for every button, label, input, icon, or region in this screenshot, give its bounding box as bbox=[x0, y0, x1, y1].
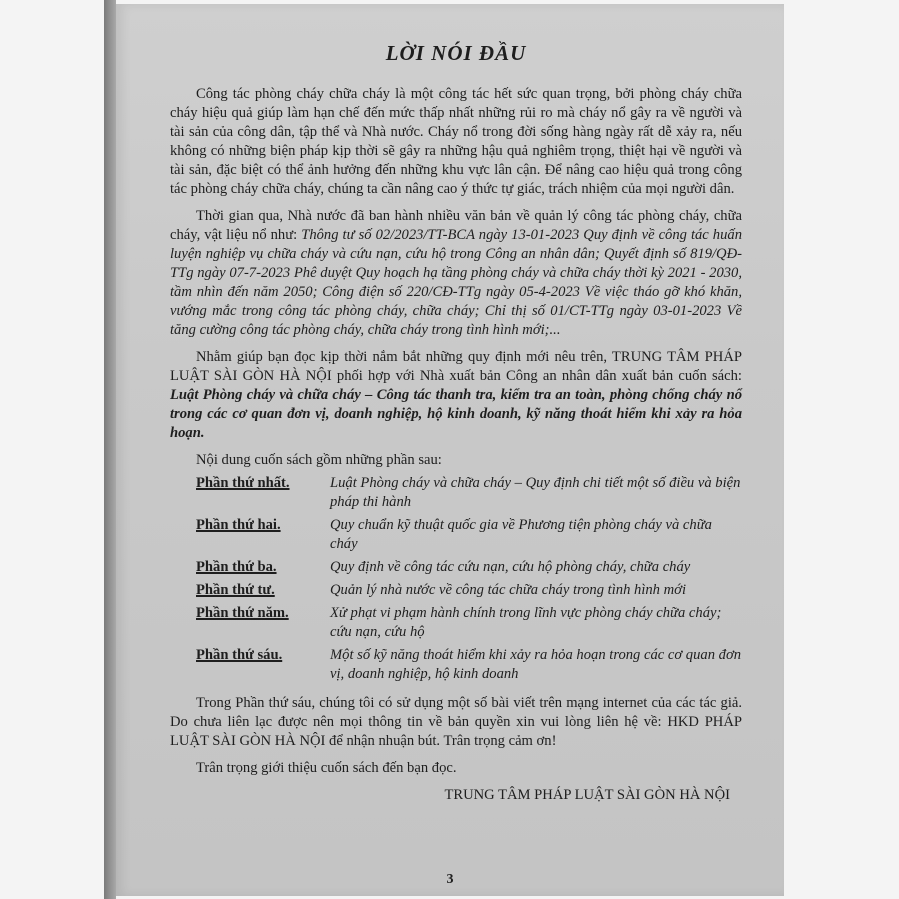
list-item bbox=[196, 646, 742, 684]
part-label: Phần thứ tư. bbox=[196, 582, 275, 598]
list-item bbox=[196, 581, 742, 600]
page-title: LỜI NÓI ĐẦU bbox=[385, 41, 527, 65]
list-item bbox=[196, 474, 742, 512]
part-description: Luật Phòng cháy và chữa cháy – Quy định chi tiết một số điều và biện pháp thi hành bbox=[330, 475, 741, 510]
book-lead: Nhằm giúp bạn đọc kịp thời nắm bắt những quy định mới nêu trên, TRUNG TÂM PHÁP LUẬT SÀI GÒN HÀ NỘI phối hợp với Nhà xuất bản Công an nhân dân xuất bản cuốn sách: bbox=[170, 349, 742, 384]
parts-list bbox=[196, 474, 742, 684]
list-item bbox=[196, 604, 742, 642]
part-description: Quy chuẩn kỹ thuật quốc gia về Phương tiện phòng cháy và chữa cháy bbox=[330, 517, 712, 552]
part-description: Quy định về công tác cứu nạn, cứu hộ phòng cháy, chữa cháy bbox=[330, 559, 691, 575]
list-item bbox=[196, 558, 742, 577]
list-item bbox=[196, 516, 742, 554]
book-spine-shadow bbox=[104, 0, 116, 899]
page-number: 3 bbox=[446, 872, 454, 887]
book-title: Luật Phòng cháy và chữa cháy – Công tác thanh tra, kiểm tra an toàn, phòng chống cháy nổ trong các cơ quan đơn vị, doanh nghiệp, hộ kinh doanh, kỹ năng thoát hiểm khi xảy ra hỏa hoạn. bbox=[170, 387, 742, 441]
parts-intro: Nội dung cuốn sách gồm những phần sau: bbox=[196, 452, 442, 468]
book-page bbox=[116, 4, 784, 896]
part-description: Một số kỹ năng thoát hiểm khi xảy ra hỏa hoạn trong các cơ quan đơn vị, doanh nghiệp, hộ kinh doanh bbox=[330, 647, 742, 682]
part-label: Phần thứ ba. bbox=[196, 559, 277, 575]
paragraph-closing: Trân trọng giới thiệu cuốn sách đến bạn đọc. bbox=[196, 760, 457, 776]
signature: TRUNG TÂM PHÁP LUẬT SÀI GÒN HÀ NỘI bbox=[444, 787, 730, 803]
part-description: Quản lý nhà nước về công tác chữa cháy trong tình hình mới bbox=[330, 582, 687, 598]
part-label: Phần thứ năm. bbox=[196, 605, 289, 621]
paragraph-copyright: Trong Phần thứ sáu, chúng tôi có sử dụng một số bài viết trên mạng internet của các tác giả. Do chưa liên lạc được nên mọi thông tin về bản quyền xin vui lòng liên hệ về: HKD PHÁP LUẬT SÀI GÒN HÀ NỘI để nhận nhuận bút. Trân trọng cảm ơn! bbox=[170, 695, 742, 749]
part-label: Phần thứ hai. bbox=[196, 517, 281, 533]
paragraph-documents bbox=[170, 207, 742, 340]
page-content bbox=[170, 41, 742, 805]
paragraph-intro: Công tác phòng cháy chữa cháy là một công tác hết sức quan trọng, bởi phòng cháy chữa cháy hiệu quả giúp làm hạn chế đến mức thấp nhất những rủi ro mà cháy nổ gây ra về người và tài sản của công dân, tập thể và Nhà nước. Cháy nổ trong đời sống hàng ngày rất dễ xảy ra, nếu không có những biện pháp kịp thời sẽ gây ra những hậu quả nghiêm trọng, thiệt hại về người và tài sản, đặc biệt có thể ảnh hưởng đến những khu vực lân cận. Để nâng cao hiệu quả trong công tác phòng cháy chữa cháy, chúng ta cần nâng cao ý thức tự giác, trách nhiệm của mọi người dân. bbox=[170, 86, 742, 197]
documents-lead: Thời gian qua, Nhà nước đã ban hành nhiều văn bản về quản lý công tác phòng cháy, chữa cháy, vật liệu nổ như: bbox=[170, 208, 742, 243]
part-description: Xử phạt vi phạm hành chính trong lĩnh vực phòng cháy chữa cháy; cứu nạn, cứu hộ bbox=[330, 605, 722, 640]
paragraph-book-title bbox=[170, 348, 742, 443]
part-label: Phần thứ nhất. bbox=[196, 475, 290, 491]
part-label: Phần thứ sáu. bbox=[196, 647, 283, 663]
documents-list: Thông tư số 02/2023/TT-BCA ngày 13-01-2023 Quy định về công tác huấn luyện nghiệp vụ chữa cháy và cứu nạn, cứu hộ trong Công an nhân dân; Quyết định số 819/QĐ-TTg ngày 07-7-2023 Phê duyệt Quy hoạch hạ tầng phòng cháy và chữa cháy thời kỳ 2021 - 2030, tầm nhìn đến năm 2050; Công điện số 220/CĐ-TTg ngày 05-4-2023 Về việc tháo gỡ khó khăn, vướng mắc trong công tác phòng cháy, chữa cháy; Chỉ thị số 01/CT-TTg ngày 03-01-2023 Về tăng cường công tác phòng cháy, chữa cháy trong tình hình mới;... bbox=[170, 227, 742, 338]
